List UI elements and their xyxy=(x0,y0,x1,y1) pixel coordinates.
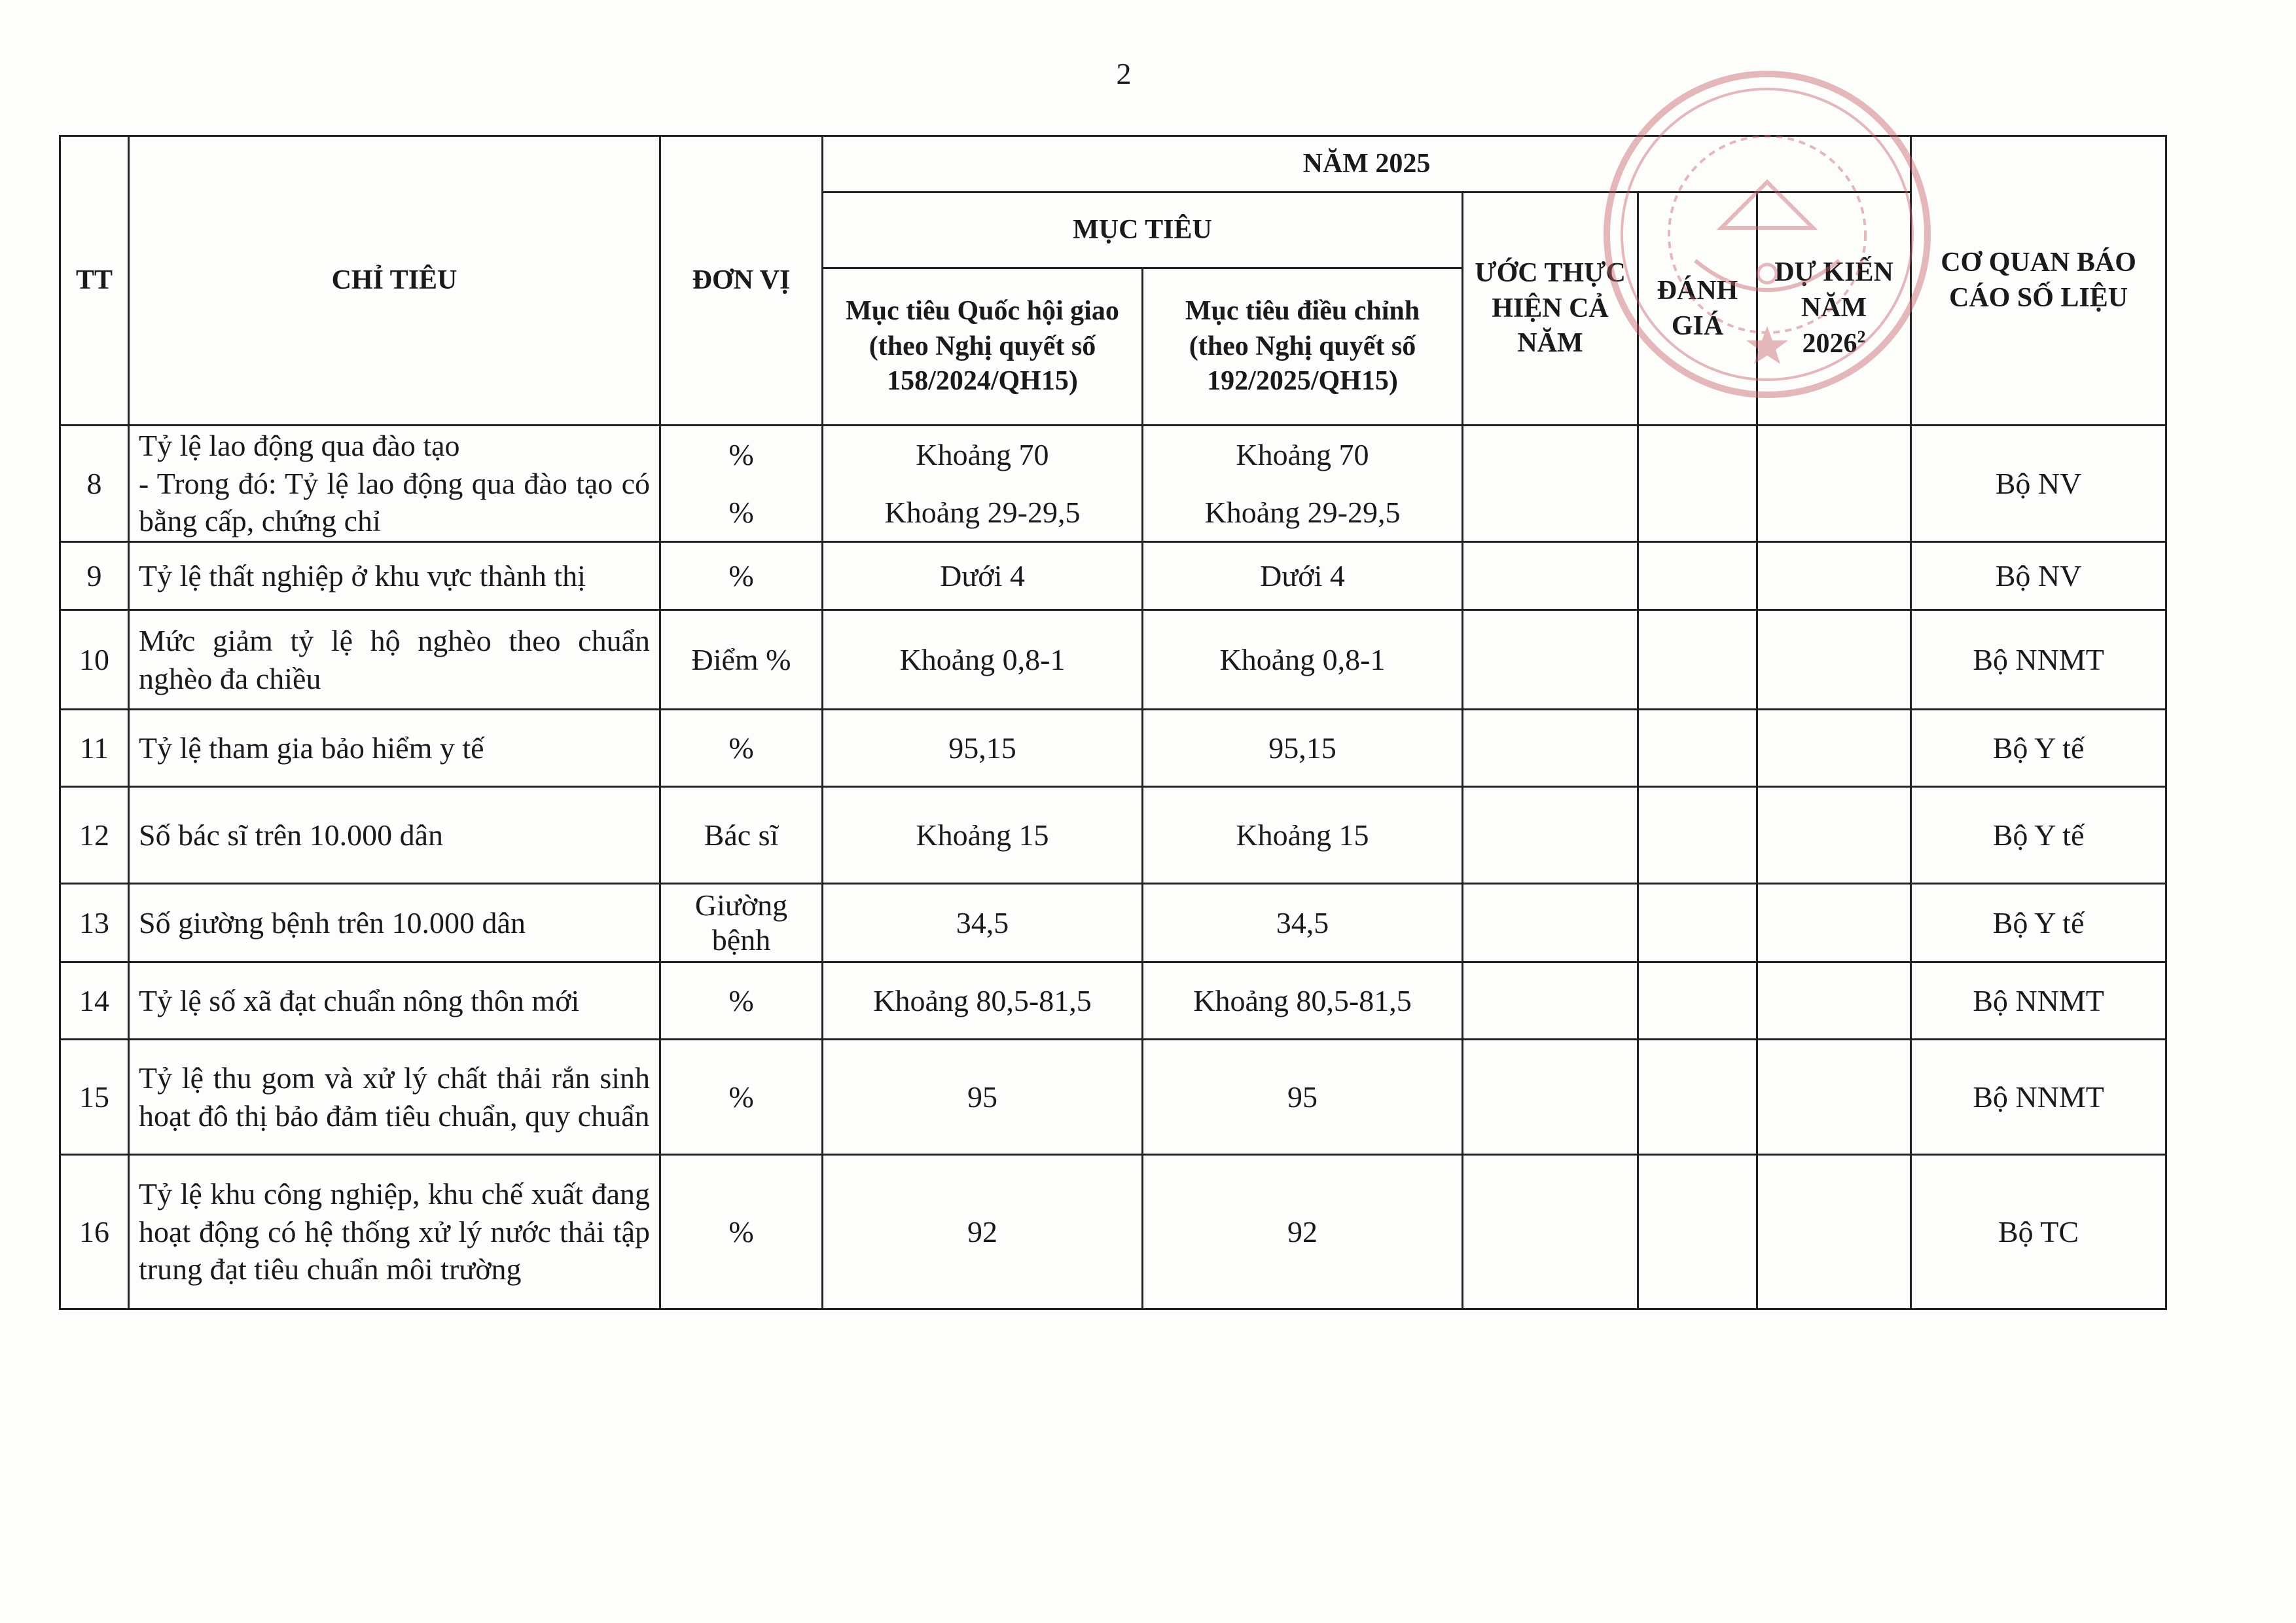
row-estimate xyxy=(1463,884,1638,962)
table-row xyxy=(60,1155,2166,1309)
row-estimate xyxy=(1463,1155,1638,1309)
row-target-adjusted: Dưới 4 xyxy=(1143,542,1463,610)
table-row xyxy=(60,962,2166,1040)
row-evaluation xyxy=(1638,787,1757,884)
page-number: 2 xyxy=(1116,57,1132,90)
header-target: MỤC TIÊU xyxy=(823,192,1463,268)
header-target-adjusted: Mục tiêu điều chỉnh (theo Nghị quyết số 192/2025/QH15) xyxy=(1143,268,1463,426)
row-indicator: Tỷ lệ khu công nghiệp, khu chế xuất đang hoạt động có hệ thống xử lý nước thải tập trung đạt tiêu chuẩn môi trường xyxy=(129,1155,660,1309)
row-target-qh: Khoảng 80,5-81,5 xyxy=(823,962,1143,1040)
row-target-adjusted-sub: Khoảng 29-29,5 xyxy=(1204,495,1401,529)
row-target-qh: 95 xyxy=(823,1040,1143,1155)
row-agency: Bộ NNMT xyxy=(1911,1040,2166,1155)
row-target-qh: 95,15 xyxy=(823,710,1143,787)
row-estimate xyxy=(1463,787,1638,884)
row-forecast xyxy=(1757,610,1911,710)
row-target-adjusted: Khoảng 80,5-81,5 xyxy=(1143,962,1463,1040)
row-forecast xyxy=(1757,542,1911,610)
header-year-2025: NĂM 2025 xyxy=(823,136,1911,192)
row-agency: Bộ TC xyxy=(1911,1155,2166,1309)
row-agency: Bộ NNMT xyxy=(1911,610,2166,710)
row-unit: % xyxy=(660,710,823,787)
row-indicator: Số bác sĩ trên 10.000 dân xyxy=(129,787,660,884)
row-indicator xyxy=(129,426,660,542)
row-target-qh: 92 xyxy=(823,1155,1143,1309)
header-forecast xyxy=(1757,192,1911,426)
row-target-adjusted: 95 xyxy=(1143,1040,1463,1155)
header-target-qh: Mục tiêu Quốc hội giao (theo Nghị quyết số 158/2024/QH15) xyxy=(823,268,1143,426)
row-target-adjusted: Khoảng 15 xyxy=(1143,787,1463,884)
row-tt: 10 xyxy=(60,610,129,710)
row-forecast xyxy=(1757,787,1911,884)
row-estimate xyxy=(1463,542,1638,610)
row-agency: Bộ Y tế xyxy=(1911,787,2166,884)
row-tt: 12 xyxy=(60,787,129,884)
footnote-marker: 2 xyxy=(1857,327,1866,346)
row-agency: Bộ Y tế xyxy=(1911,884,2166,962)
row-forecast xyxy=(1757,426,1911,542)
row-target-adjusted-main: Khoảng 70 xyxy=(1236,438,1369,472)
row-target-qh: Khoảng 0,8-1 xyxy=(823,610,1143,710)
row-agency: Bộ NNMT xyxy=(1911,962,2166,1040)
row-target-qh: 34,5 xyxy=(823,884,1143,962)
table-row xyxy=(60,710,2166,787)
row-evaluation xyxy=(1638,610,1757,710)
row-evaluation xyxy=(1638,1155,1757,1309)
indicator-table xyxy=(59,135,2167,1310)
row-unit-sub: % xyxy=(728,495,754,529)
table-row xyxy=(60,610,2166,710)
row-indicator: Tỷ lệ thu gom và xử lý chất thải rắn sinh hoạt đô thị bảo đảm tiêu chuẩn, quy chuẩn xyxy=(129,1040,660,1155)
header-forecast-label: DỰ KIẾN NĂM 2026 xyxy=(1774,257,1893,359)
row-forecast xyxy=(1757,710,1911,787)
row-estimate xyxy=(1463,426,1638,542)
row-estimate xyxy=(1463,962,1638,1040)
row-target-adjusted: Khoảng 0,8-1 xyxy=(1143,610,1463,710)
header-estimate: ƯỚC THỰC HIỆN CẢ NĂM xyxy=(1463,192,1638,426)
row-target-adjusted: 34,5 xyxy=(1143,884,1463,962)
row-tt: 8 xyxy=(60,426,129,542)
row-unit: % xyxy=(660,1040,823,1155)
row-agency: Bộ Y tế xyxy=(1911,710,2166,787)
row-estimate xyxy=(1463,710,1638,787)
row-unit: Bác sĩ xyxy=(660,787,823,884)
row-unit-main: % xyxy=(728,438,754,472)
row-tt: 11 xyxy=(60,710,129,787)
row-indicator: Tỷ lệ số xã đạt chuẩn nông thôn mới xyxy=(129,962,660,1040)
row-target-qh: Dưới 4 xyxy=(823,542,1143,610)
header-agency: CƠ QUAN BÁO CÁO SỐ LIỆU xyxy=(1911,136,2166,426)
row-evaluation xyxy=(1638,1040,1757,1155)
row-unit: Điểm % xyxy=(660,610,823,710)
row-tt: 9 xyxy=(60,542,129,610)
row-estimate xyxy=(1463,610,1638,710)
row-unit: Giường bệnh xyxy=(660,884,823,962)
table-row xyxy=(60,787,2166,884)
header-evaluation: ĐÁNH GIÁ xyxy=(1638,192,1757,426)
header-tt: TT xyxy=(60,136,129,426)
row-unit: % xyxy=(660,962,823,1040)
row-agency: Bộ NV xyxy=(1911,426,2166,542)
row-indicator: Mức giảm tỷ lệ hộ nghèo theo chuẩn nghèo đa chiều xyxy=(129,610,660,710)
row-evaluation xyxy=(1638,710,1757,787)
row-indicator-sub: - Trong đó: Tỷ lệ lao động qua đào tạo có bằng cấp, chứng chỉ xyxy=(139,466,650,538)
row-target-qh-sub: Khoảng 29-29,5 xyxy=(884,495,1081,529)
row-unit xyxy=(660,426,823,542)
row-tt: 14 xyxy=(60,962,129,1040)
row-forecast xyxy=(1757,1155,1911,1309)
row-evaluation xyxy=(1638,884,1757,962)
row-tt: 16 xyxy=(60,1155,129,1309)
row-target-adjusted: 95,15 xyxy=(1143,710,1463,787)
row-indicator: Số giường bệnh trên 10.000 dân xyxy=(129,884,660,962)
row-target-qh xyxy=(823,426,1143,542)
table-row xyxy=(60,542,2166,610)
row-estimate xyxy=(1463,1040,1638,1155)
row-evaluation xyxy=(1638,962,1757,1040)
row-unit: % xyxy=(660,542,823,610)
table-row xyxy=(60,884,2166,962)
row-indicator: Tỷ lệ thất nghiệp ở khu vực thành thị xyxy=(129,542,660,610)
row-target-adjusted xyxy=(1143,426,1463,542)
row-forecast xyxy=(1757,1040,1911,1155)
row-unit: % xyxy=(660,1155,823,1309)
row-target-qh: Khoảng 15 xyxy=(823,787,1143,884)
row-target-qh-main: Khoảng 70 xyxy=(916,438,1049,472)
table-row xyxy=(60,1040,2166,1155)
row-tt: 15 xyxy=(60,1040,129,1155)
row-indicator: Tỷ lệ tham gia bảo hiểm y tế xyxy=(129,710,660,787)
header-indicator: CHỈ TIÊU xyxy=(129,136,660,426)
row-tt: 13 xyxy=(60,884,129,962)
row-agency: Bộ NV xyxy=(1911,542,2166,610)
row-evaluation xyxy=(1638,542,1757,610)
row-forecast xyxy=(1757,884,1911,962)
table-row xyxy=(60,426,2166,542)
row-evaluation xyxy=(1638,426,1757,542)
row-indicator-main: Tỷ lệ lao động qua đào tạo xyxy=(139,428,460,462)
row-target-adjusted: 92 xyxy=(1143,1155,1463,1309)
header-unit: ĐƠN VỊ xyxy=(660,136,823,426)
row-forecast xyxy=(1757,962,1911,1040)
